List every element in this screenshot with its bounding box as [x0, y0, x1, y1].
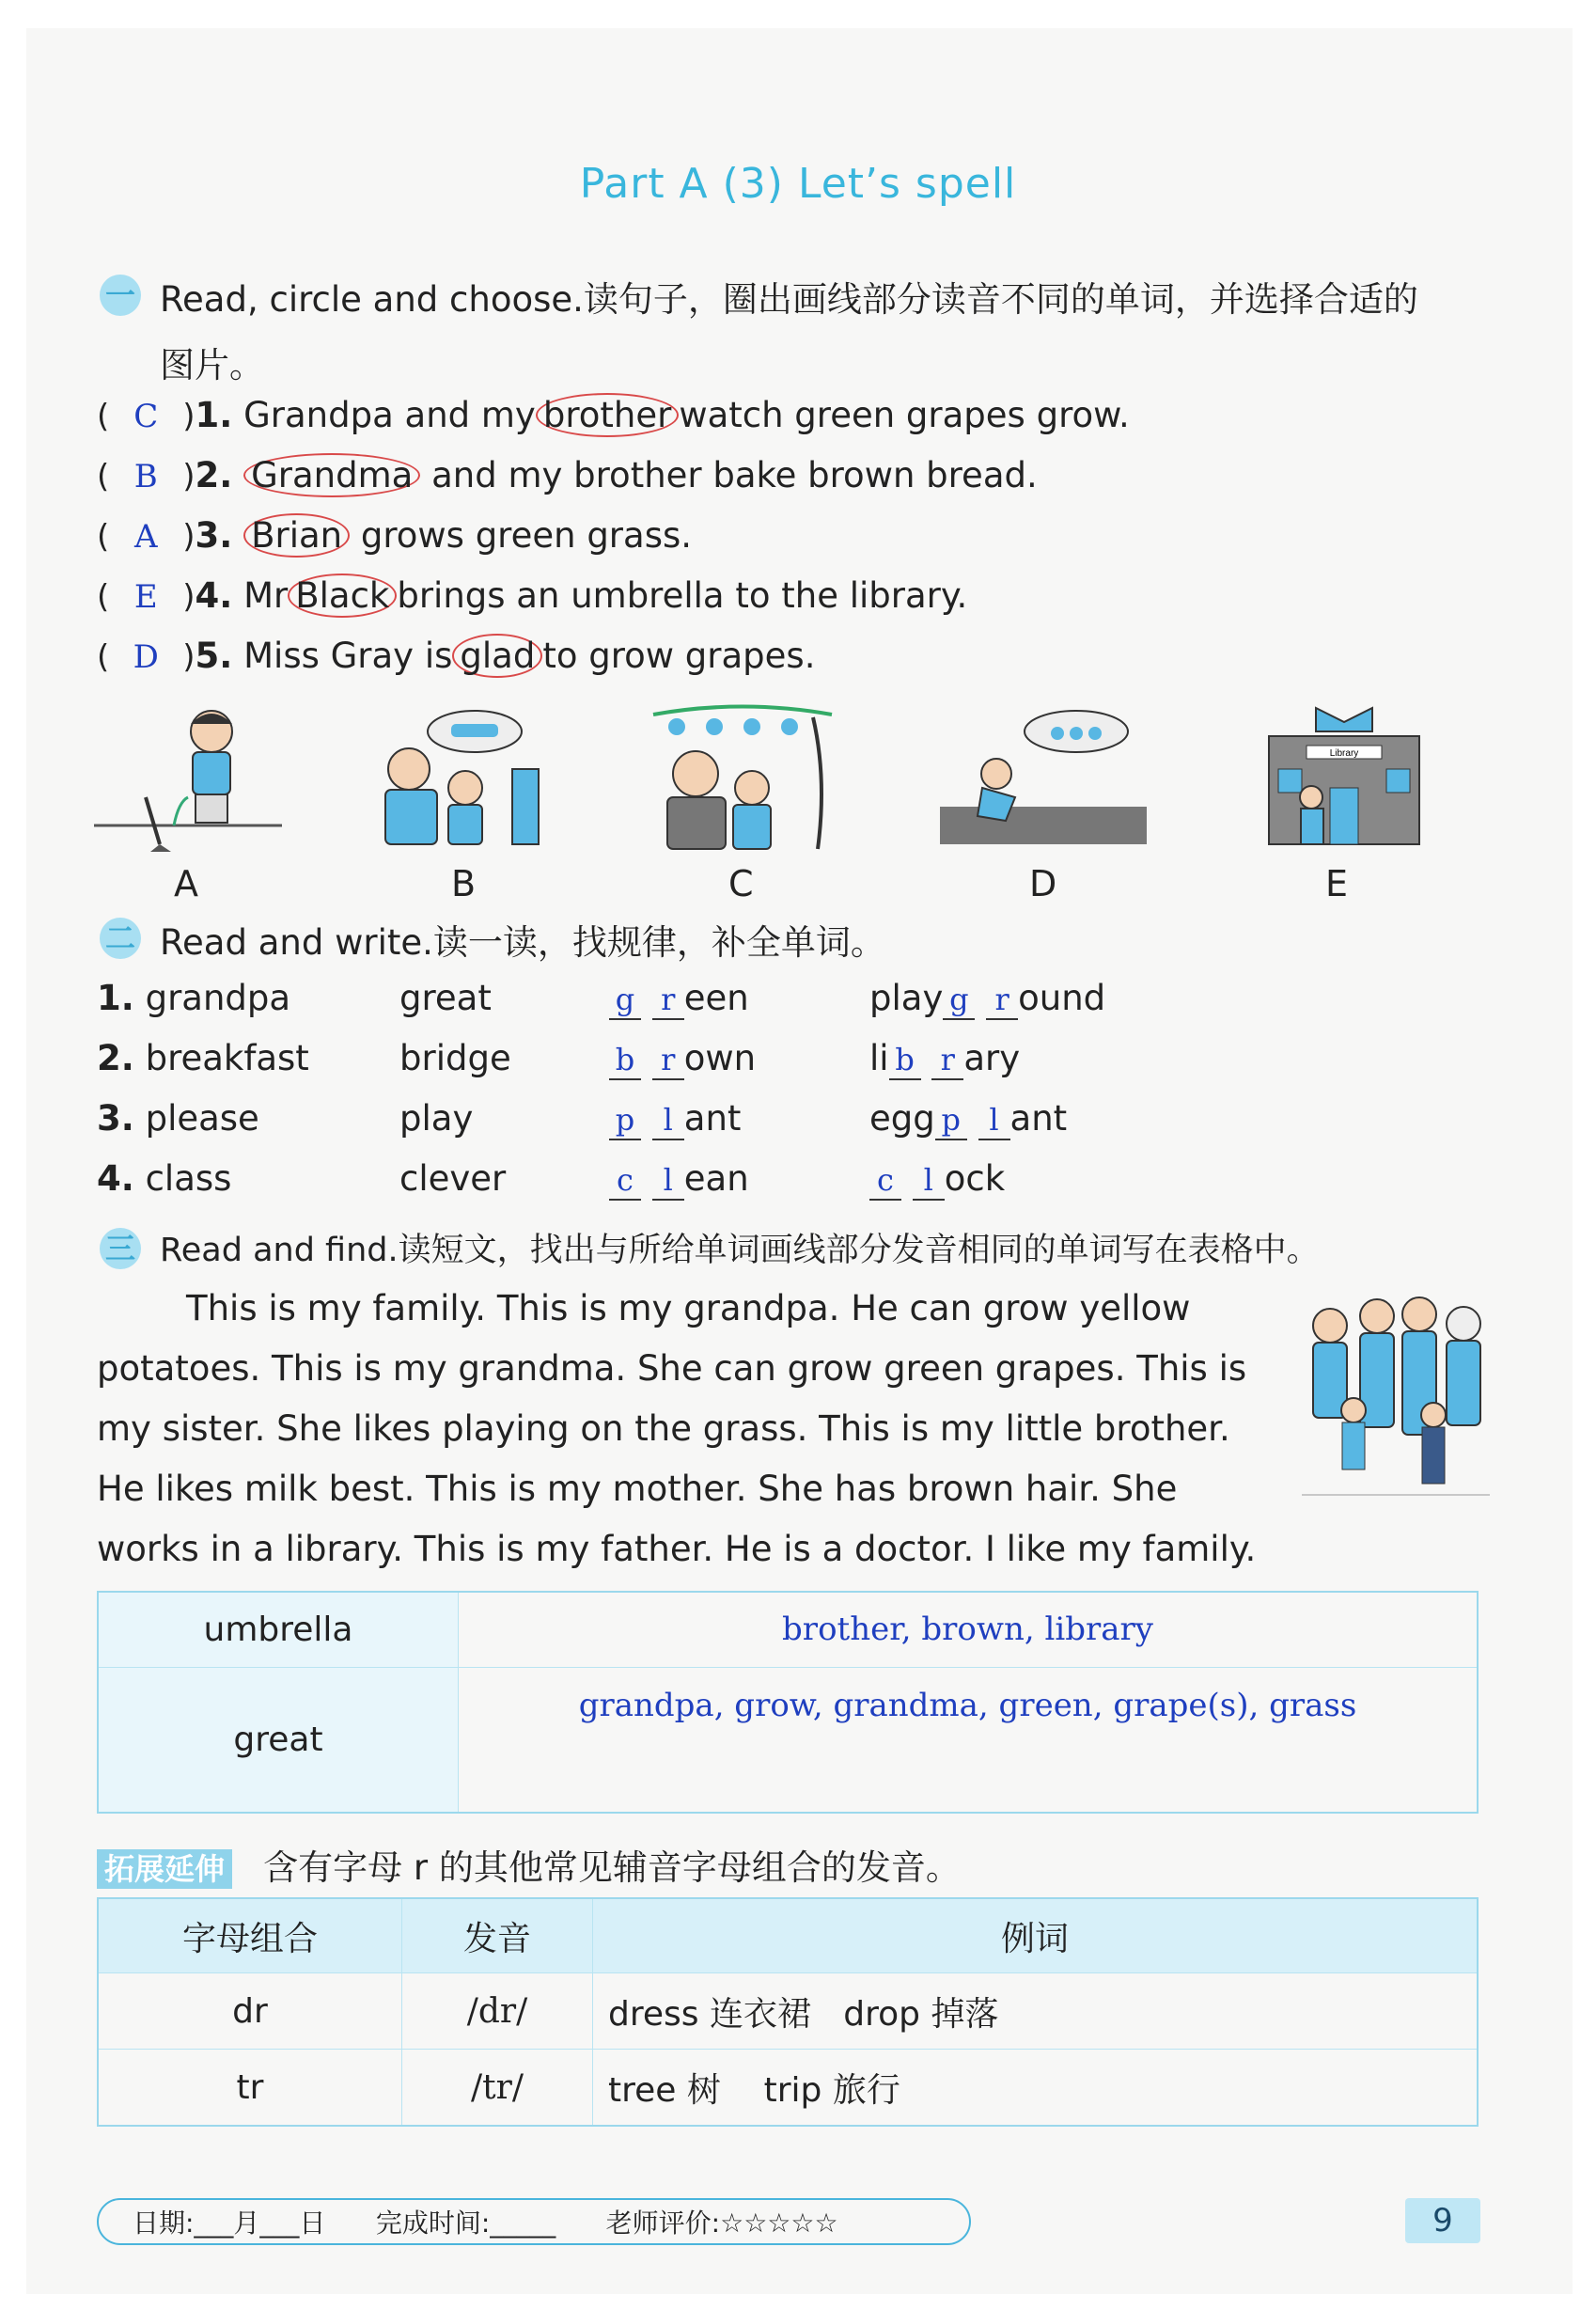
- instruction-en: Read and write.: [160, 922, 433, 963]
- sentence-part: Miss Gray is: [243, 636, 453, 676]
- picture-a: [94, 703, 282, 854]
- item-number: 1.: [195, 395, 233, 435]
- passage-line: potatoes. This is my grandma. She can grow green grapes. This is: [97, 1348, 1247, 1389]
- family-illustration: [1302, 1288, 1490, 1504]
- instruction-cn: 读句子，圈出画线部分读音不同的单词，并选择合适的: [583, 279, 1418, 320]
- table-row: [98, 2050, 1478, 2127]
- extension-text: 含有字母 r 的其他常见辅音字母组合的发音。: [263, 1847, 961, 1888]
- passage-line: This is my family. This is my grandpa. He can grow yellow: [186, 1288, 1191, 1328]
- extension-badge: 拓展延伸: [97, 1849, 232, 1889]
- circled-word: Brian: [243, 513, 350, 558]
- picture-e: [1260, 703, 1429, 854]
- fill-word-1: b r own: [609, 1038, 756, 1080]
- answer: A: [133, 518, 158, 556]
- section-3-badge: 三: [100, 1228, 141, 1269]
- section-2-badge: 二: [100, 918, 141, 959]
- item-number: 3.: [195, 515, 233, 556]
- answer-cell: grandpa, grow, grandma, green, grape(s), grass: [459, 1667, 1479, 1813]
- example-word: bridge: [399, 1038, 511, 1078]
- fill-word-2: li b r ary: [869, 1038, 1021, 1078]
- fill-word-2: egg p l ant: [869, 1098, 1068, 1139]
- answer: E: [133, 578, 158, 616]
- sentence-part: and my brother bake brown bread.: [431, 455, 1038, 495]
- circled-word: glad: [452, 634, 542, 678]
- page-title: Part A (3) Let’s spell: [579, 160, 1017, 208]
- instruction-cn: 读短文，找出与所给单词画线部分发音相同的单词写在表格中。: [398, 1232, 1320, 1269]
- key-word: umbrella: [98, 1592, 459, 1667]
- item-number: 4.: [195, 575, 233, 616]
- picture-d-label: D: [1029, 863, 1057, 904]
- example-word: clever: [399, 1158, 507, 1199]
- picture-b-label: B: [451, 863, 477, 904]
- item-3: ( A )3. Brian grows green grass.: [97, 515, 693, 556]
- item-2: ( B )2. Grandma and my brother bake brown bread.: [97, 455, 1038, 495]
- extension-header: [97, 1839, 961, 1890]
- answer: B: [133, 458, 158, 495]
- item-5: ( D )5. Miss Gray is glad to grow grapes.: [97, 636, 816, 676]
- row-number: 2. breakfast: [97, 1038, 309, 1078]
- answer: D: [133, 638, 159, 676]
- fill-word-1: p l ant: [609, 1098, 741, 1140]
- passage-line: works in a library. This is my father. He is a doctor. I like my family.: [97, 1529, 1257, 1569]
- section-1-instruction-cont: 图片。: [160, 345, 264, 385]
- table-header-row: [98, 1898, 1478, 1973]
- instruction-en: Read, circle and choose.: [160, 279, 584, 320]
- item-1: ( C )1. Grandpa and my brother watch green grapes grow.: [97, 395, 1130, 435]
- sentence-part: Grandpa and my: [243, 395, 536, 435]
- section-1-instruction: [160, 271, 1418, 322]
- fill-word-2: play g r ound: [869, 978, 1106, 1018]
- sound-cell: /tr/: [402, 2050, 593, 2127]
- library-sign-text: Library: [1329, 748, 1359, 759]
- circled-word: Black: [288, 574, 397, 618]
- sentence-part: Mr: [243, 575, 289, 616]
- section-3-instruction: [160, 1224, 1320, 1271]
- section-1-badge: 一: [100, 275, 141, 316]
- circled-word: brother: [536, 393, 679, 437]
- row-number: 3. please: [97, 1098, 259, 1139]
- sentence-part: grows green grass.: [360, 515, 693, 556]
- header-combo: 字母组合: [98, 1898, 402, 1973]
- header-sound: 发音: [402, 1898, 593, 1973]
- example-word: great: [399, 978, 492, 1018]
- circled-word: Grandma: [243, 453, 420, 497]
- picture-b: [371, 703, 559, 854]
- sentence-part: watch green grapes grow.: [679, 395, 1130, 435]
- sentence-part: to grow grapes.: [542, 636, 816, 676]
- extension-table: [97, 1897, 1479, 2127]
- section-2-instruction: [160, 914, 885, 965]
- combo-cell: dr: [98, 1973, 402, 2050]
- item-number: 2.: [195, 455, 233, 495]
- header-examples: 例词: [593, 1898, 1479, 1973]
- passage-line: He likes milk best. This is my mother. She has brown hair. She: [97, 1469, 1178, 1509]
- picture-d: [940, 703, 1147, 854]
- answer-table: [97, 1591, 1479, 1814]
- key-word: great: [98, 1667, 459, 1813]
- example-word: play: [399, 1098, 474, 1139]
- page-number: 9: [1405, 2198, 1480, 2243]
- picture-c: [649, 703, 837, 854]
- table-row: [98, 1592, 1478, 1667]
- examples-cell: tree 树 trip 旅行: [593, 2050, 1479, 2127]
- instruction-cn: 读一读，找规律，补全单词。: [432, 922, 885, 963]
- answer: C: [133, 398, 159, 435]
- row-number: 1. grandpa: [97, 978, 291, 1018]
- answer-cell: brother, brown, library: [459, 1592, 1479, 1667]
- table-row: [98, 1973, 1478, 2050]
- sentence-part: brings an umbrella to the library.: [397, 575, 968, 616]
- fill-word-1: c l ean: [609, 1158, 749, 1201]
- footer-evaluation: 日期:___月___日 完成时间:_____ 老师评价:☆☆☆☆☆: [97, 2198, 971, 2245]
- row-number: 4. class: [97, 1158, 232, 1199]
- fill-word-1: g r een: [609, 978, 749, 1020]
- passage: [97, 1288, 1256, 1589]
- table-row: [98, 1667, 1478, 1813]
- picture-e-label: E: [1325, 863, 1349, 904]
- item-4: ( E )4. Mr Black brings an umbrella to the library.: [97, 575, 968, 616]
- fill-word-2: c l ock: [869, 1158, 1005, 1201]
- passage-line: my sister. She likes playing on the grass. This is my little brother.: [97, 1408, 1230, 1449]
- section-1-items: [97, 395, 1130, 696]
- combo-cell: tr: [98, 2050, 402, 2127]
- item-number: 5.: [195, 636, 233, 676]
- instruction-en: Read and find.: [160, 1232, 399, 1269]
- examples-cell: dress 连衣裙 drop 掉落: [593, 1973, 1479, 2050]
- picture-c-label: C: [728, 863, 754, 904]
- picture-a-label: A: [174, 863, 198, 904]
- sound-cell: /dr/: [402, 1973, 593, 2050]
